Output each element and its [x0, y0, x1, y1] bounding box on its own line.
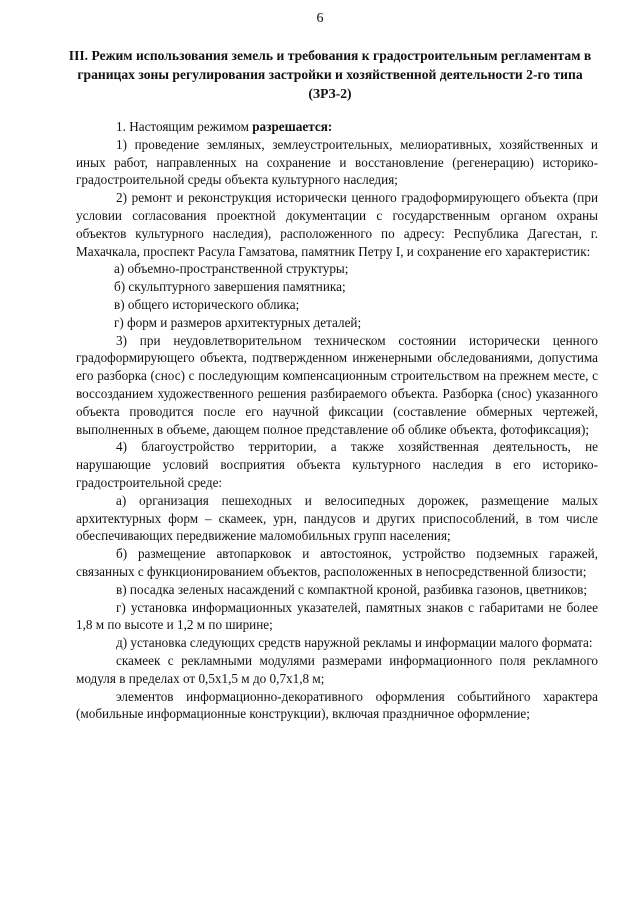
paragraph-4-item-a: а) организация пешеходных и велосипедных дорожек, размещение малых архитектурных форм – скамеек, урн, пандусов и других приспособлений, в том числе обеспечивающих передвижение маломобильных групп населения;: [76, 492, 598, 544]
paragraph-4-item-b: б) размещение автопарковок и автостоянок, устройство подземных гаражей, связанных с функционированием объектов, расположенных в непосредственной близости;: [76, 546, 598, 579]
paragraph-4-item-e-2: элементов информационно-декоративного оформления событийного характера (мобильные информационные конструкции), включая праздничное оформление;: [76, 688, 598, 722]
intro-paragraph: [76, 118, 598, 136]
intro-prefix: 1. Настоящим режимом: [116, 119, 253, 134]
paragraph-2-item-b: б) скульптурного завершения памятника;: [114, 279, 346, 295]
document-body: [76, 118, 598, 723]
paragraph-1: 1) проведение земляных, землеустроительных, мелиоративных, хозяйственных и иных работ, направленных на сохранение и восстановление (регенерацию) историко-градостроительной среды объекта культурного наследия;: [76, 136, 598, 188]
page-number: 6: [316, 11, 324, 26]
paragraph-2-item-c: в) общего исторического облика;: [114, 296, 300, 312]
section-heading: III. Режим использования земель и требования к градостроительным регламентам в границах зоны регулирования застройки и хозяйственной деятельности 2-го типа (ЗРЗ-2): [68, 48, 592, 101]
intro-emphasis: разрешается:: [252, 119, 333, 134]
paragraph-3: 3) при неудовлетворительном техническом состоянии исторически ценного градоформирующего объекта, подтвержденном инженерными обследованиями, допустима его разборка (снос) с последующим компенсационным строительством на прежнем месте, с воссозданием художественного решения разбираемого объекта. Разборка (снос) указанного объекта проводится после его научной фиксации (составление обмерных чертежей, выполненных в объеме, дающем полное представление об облике объекта, фотофиксация);: [76, 332, 598, 437]
paragraph-4: 4) благоустройство территории, а также хозяйственная деятельность, не нарушающие условий восприятия объекта культурного наследия в его историко-градостроительной среде:: [76, 439, 598, 490]
paragraph-2: 2) ремонт и реконструкция исторически ценного градоформирующего объекта (при условии согласования проектной документации с государственным органом охраны объектов культурного наследия), расположенного по адресу: Республика Дагестан, г. Махачкала, проспект Расула Гамзатова, памятник Петру I, и сохранение его характеристик:: [76, 190, 598, 259]
paragraph-4-item-e: д) установка следующих средств наружной рекламы и информации малого формата:: [116, 635, 593, 651]
paragraph-4-item-c: в) посадка зеленых насаждений с компактной кроной, разбивка газонов, цветников;: [116, 581, 588, 597]
paragraph-2-item-d: г) форм и размеров архитектурных деталей;: [114, 314, 362, 330]
paragraph-2-item-a: а) объемно-пространственной структуры;: [114, 261, 349, 277]
paragraph-4-item-d: г) установка информационных указателей, памятных знаков с габаритами не более 1,8 м по высоте и 1,2 м по ширине;: [76, 599, 598, 633]
paragraph-4-item-e-1: скамеек с рекламными модулями размерами информационного поля рекламного модуля в пределах от 0,5x1,5 м до 0,7x1,8 м;: [76, 652, 598, 686]
